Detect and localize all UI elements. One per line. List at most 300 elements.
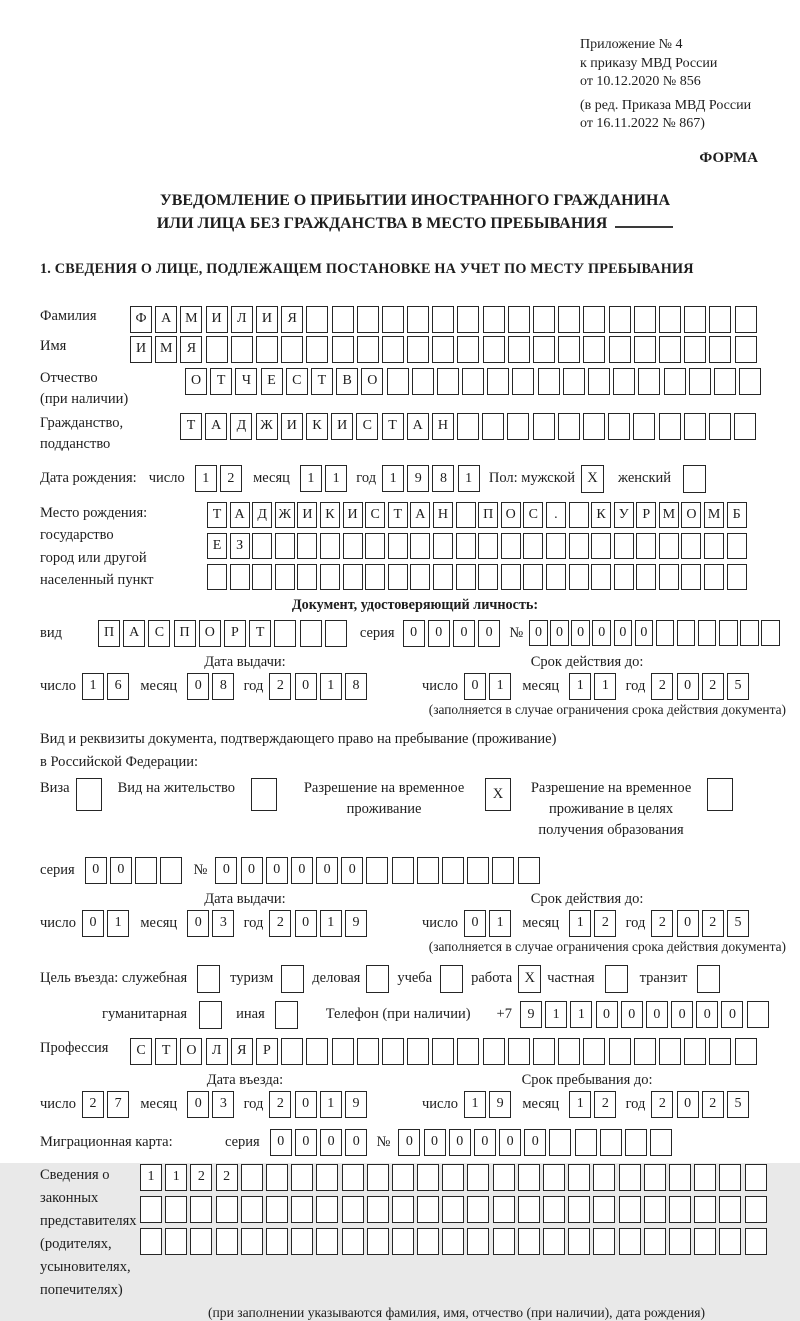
char-cell[interactable]: О — [501, 502, 521, 528]
char-cell[interactable]: М — [180, 306, 202, 333]
char-cell[interactable] — [684, 1038, 706, 1065]
char-cell[interactable]: 1 — [320, 910, 342, 937]
char-cell[interactable]: Я — [231, 1038, 253, 1065]
char-cell[interactable] — [656, 620, 675, 646]
char-cell[interactable]: 1 — [489, 910, 511, 937]
char-cell[interactable] — [281, 1038, 303, 1065]
char-cell[interactable]: 2 — [651, 673, 673, 700]
char-cell[interactable] — [704, 533, 724, 559]
char-cell[interactable] — [619, 1228, 641, 1255]
char-cell[interactable] — [266, 1196, 288, 1223]
char-cell[interactable] — [365, 564, 385, 590]
char-cell[interactable] — [357, 1038, 379, 1065]
char-cell[interactable]: 1 — [140, 1164, 162, 1191]
purpose-humanitarian-checkbox[interactable] — [199, 1001, 222, 1029]
char-cell[interactable] — [546, 564, 566, 590]
char-cell[interactable] — [467, 1196, 489, 1223]
char-cell[interactable]: 0 — [266, 857, 288, 884]
char-cell[interactable]: 0 — [671, 1001, 693, 1028]
char-cell[interactable]: А — [410, 502, 430, 528]
char-cell[interactable]: А — [205, 413, 227, 440]
char-cell[interactable]: 0 — [677, 910, 699, 937]
char-cell[interactable]: А — [230, 502, 250, 528]
char-cell[interactable] — [533, 336, 555, 363]
char-cell[interactable] — [252, 564, 272, 590]
char-cell[interactable] — [518, 857, 540, 884]
char-cell[interactable] — [456, 533, 476, 559]
char-cell[interactable]: П — [478, 502, 498, 528]
char-cell[interactable] — [719, 620, 738, 646]
char-cell[interactable]: 0 — [295, 910, 317, 937]
char-cell[interactable]: 2 — [702, 910, 724, 937]
char-cell[interactable]: 1 — [570, 1001, 592, 1028]
char-cell[interactable]: С — [286, 368, 308, 395]
char-cell[interactable]: С — [130, 1038, 152, 1065]
char-cell[interactable] — [275, 564, 295, 590]
char-cell[interactable] — [332, 1038, 354, 1065]
char-cell[interactable] — [306, 336, 328, 363]
char-cell[interactable] — [457, 336, 479, 363]
char-cell[interactable]: 0 — [677, 673, 699, 700]
char-cell[interactable] — [275, 533, 295, 559]
char-cell[interactable]: П — [174, 620, 196, 647]
char-cell[interactable]: 8 — [345, 673, 367, 700]
char-cell[interactable] — [558, 1038, 580, 1065]
char-cell[interactable] — [704, 564, 724, 590]
char-cell[interactable]: 2 — [702, 1091, 724, 1118]
char-cell[interactable] — [241, 1164, 263, 1191]
purpose-tourism-checkbox[interactable] — [281, 965, 304, 993]
char-cell[interactable] — [735, 1038, 757, 1065]
char-cell[interactable]: 0 — [524, 1129, 546, 1156]
char-cell[interactable]: Е — [207, 533, 227, 559]
char-cell[interactable] — [483, 336, 505, 363]
char-cell[interactable] — [669, 1228, 691, 1255]
char-cell[interactable] — [714, 368, 736, 395]
char-cell[interactable]: 0 — [241, 857, 263, 884]
char-cell[interactable] — [140, 1196, 162, 1223]
char-cell[interactable] — [659, 1038, 681, 1065]
char-cell[interactable] — [432, 306, 454, 333]
char-cell[interactable] — [546, 533, 566, 559]
char-cell[interactable]: А — [407, 413, 429, 440]
char-cell[interactable]: 1 — [569, 673, 591, 700]
char-cell[interactable]: Д — [252, 502, 272, 528]
char-cell[interactable] — [467, 857, 489, 884]
char-cell[interactable] — [549, 1129, 571, 1156]
char-cell[interactable] — [543, 1228, 565, 1255]
char-cell[interactable]: Н — [432, 413, 454, 440]
char-cell[interactable] — [392, 1196, 414, 1223]
char-cell[interactable] — [694, 1228, 716, 1255]
gender-female-checkbox[interactable] — [683, 465, 706, 493]
char-cell[interactable]: С — [365, 502, 385, 528]
char-cell[interactable]: 0 — [341, 857, 363, 884]
char-cell[interactable]: 0 — [295, 673, 317, 700]
temp-residence-checkbox[interactable]: X — [485, 778, 511, 811]
char-cell[interactable] — [388, 564, 408, 590]
char-cell[interactable] — [392, 1164, 414, 1191]
char-cell[interactable] — [669, 1164, 691, 1191]
char-cell[interactable] — [569, 502, 589, 528]
purpose-work-checkbox[interactable]: X — [518, 965, 541, 993]
char-cell[interactable] — [442, 857, 464, 884]
char-cell[interactable]: 1 — [165, 1164, 187, 1191]
char-cell[interactable]: М — [704, 502, 724, 528]
char-cell[interactable]: Д — [230, 413, 252, 440]
char-cell[interactable] — [650, 1129, 672, 1156]
char-cell[interactable] — [533, 306, 555, 333]
char-cell[interactable]: С — [148, 620, 170, 647]
char-cell[interactable] — [382, 1038, 404, 1065]
char-cell[interactable] — [608, 413, 630, 440]
char-cell[interactable] — [634, 336, 656, 363]
char-cell[interactable] — [437, 368, 459, 395]
char-cell[interactable] — [483, 1038, 505, 1065]
char-cell[interactable]: 0 — [270, 1129, 292, 1156]
char-cell[interactable]: Я — [180, 336, 202, 363]
char-cell[interactable] — [387, 368, 409, 395]
char-cell[interactable] — [241, 1196, 263, 1223]
char-cell[interactable]: 7 — [107, 1091, 129, 1118]
char-cell[interactable]: 2 — [269, 673, 291, 700]
char-cell[interactable] — [569, 564, 589, 590]
char-cell[interactable]: 0 — [464, 673, 486, 700]
char-cell[interactable]: 2 — [190, 1164, 212, 1191]
char-cell[interactable] — [659, 564, 679, 590]
char-cell[interactable]: 5 — [727, 673, 749, 700]
char-cell[interactable] — [266, 1228, 288, 1255]
char-cell[interactable]: 1 — [458, 465, 480, 492]
char-cell[interactable] — [583, 1038, 605, 1065]
char-cell[interactable] — [591, 533, 611, 559]
char-cell[interactable]: 1 — [82, 673, 104, 700]
char-cell[interactable]: 2 — [269, 1091, 291, 1118]
char-cell[interactable] — [709, 306, 731, 333]
char-cell[interactable] — [684, 336, 706, 363]
char-cell[interactable]: Т — [155, 1038, 177, 1065]
char-cell[interactable] — [207, 564, 227, 590]
char-cell[interactable]: 5 — [727, 1091, 749, 1118]
temp-residence-edu-checkbox[interactable] — [707, 778, 733, 811]
char-cell[interactable]: П — [98, 620, 120, 647]
char-cell[interactable]: 2 — [651, 910, 673, 937]
char-cell[interactable] — [135, 857, 157, 884]
char-cell[interactable] — [343, 533, 363, 559]
char-cell[interactable]: 0 — [646, 1001, 668, 1028]
char-cell[interactable]: 0 — [428, 620, 450, 647]
char-cell[interactable]: 0 — [499, 1129, 521, 1156]
char-cell[interactable]: 0 — [677, 1091, 699, 1118]
char-cell[interactable] — [417, 1196, 439, 1223]
char-cell[interactable]: 0 — [453, 620, 475, 647]
char-cell[interactable]: 2 — [220, 465, 242, 492]
char-cell[interactable]: 0 — [295, 1091, 317, 1118]
char-cell[interactable]: 0 — [320, 1129, 342, 1156]
char-cell[interactable] — [266, 1164, 288, 1191]
char-cell[interactable]: И — [343, 502, 363, 528]
residence-permit-checkbox[interactable] — [251, 778, 277, 811]
char-cell[interactable]: Я — [281, 306, 303, 333]
char-cell[interactable]: Т — [382, 413, 404, 440]
char-cell[interactable]: 1 — [320, 1091, 342, 1118]
char-cell[interactable]: 0 — [316, 857, 338, 884]
char-cell[interactable]: Т — [210, 368, 232, 395]
char-cell[interactable] — [609, 306, 631, 333]
char-cell[interactable]: 0 — [187, 673, 209, 700]
char-cell[interactable] — [636, 533, 656, 559]
purpose-business-checkbox[interactable] — [197, 965, 220, 993]
char-cell[interactable] — [493, 1164, 515, 1191]
char-cell[interactable]: И — [206, 306, 228, 333]
char-cell[interactable]: И — [281, 413, 303, 440]
char-cell[interactable]: Ф — [130, 306, 152, 333]
purpose-study-checkbox[interactable] — [440, 965, 463, 993]
char-cell[interactable] — [609, 1038, 631, 1065]
char-cell[interactable] — [306, 1038, 328, 1065]
char-cell[interactable] — [719, 1164, 741, 1191]
char-cell[interactable] — [392, 857, 414, 884]
char-cell[interactable] — [457, 1038, 479, 1065]
char-cell[interactable] — [456, 564, 476, 590]
char-cell[interactable] — [518, 1196, 540, 1223]
char-cell[interactable]: У — [614, 502, 634, 528]
char-cell[interactable] — [508, 1038, 530, 1065]
char-cell[interactable]: 0 — [474, 1129, 496, 1156]
char-cell[interactable] — [563, 368, 585, 395]
char-cell[interactable] — [274, 620, 296, 647]
char-cell[interactable] — [593, 1164, 615, 1191]
char-cell[interactable] — [644, 1228, 666, 1255]
char-cell[interactable] — [761, 620, 780, 646]
char-cell[interactable] — [568, 1196, 590, 1223]
char-cell[interactable] — [735, 306, 757, 333]
char-cell[interactable] — [591, 564, 611, 590]
char-cell[interactable] — [297, 533, 317, 559]
char-cell[interactable]: 0 — [696, 1001, 718, 1028]
char-cell[interactable] — [689, 368, 711, 395]
char-cell[interactable]: 1 — [569, 910, 591, 937]
char-cell[interactable] — [281, 336, 303, 363]
char-cell[interactable] — [593, 1196, 615, 1223]
char-cell[interactable] — [417, 1164, 439, 1191]
char-cell[interactable] — [583, 336, 605, 363]
char-cell[interactable] — [216, 1196, 238, 1223]
char-cell[interactable] — [719, 1196, 741, 1223]
char-cell[interactable] — [583, 413, 605, 440]
char-cell[interactable] — [478, 533, 498, 559]
char-cell[interactable]: О — [180, 1038, 202, 1065]
char-cell[interactable] — [300, 620, 322, 647]
char-cell[interactable] — [636, 564, 656, 590]
char-cell[interactable] — [538, 368, 560, 395]
char-cell[interactable] — [388, 533, 408, 559]
char-cell[interactable]: 1 — [300, 465, 322, 492]
char-cell[interactable] — [619, 1164, 641, 1191]
char-cell[interactable]: 0 — [291, 857, 313, 884]
char-cell[interactable] — [644, 1196, 666, 1223]
char-cell[interactable] — [518, 1164, 540, 1191]
char-cell[interactable] — [543, 1196, 565, 1223]
char-cell[interactable]: М — [659, 502, 679, 528]
char-cell[interactable]: С — [523, 502, 543, 528]
char-cell[interactable] — [512, 368, 534, 395]
char-cell[interactable] — [417, 1228, 439, 1255]
char-cell[interactable]: 9 — [345, 1091, 367, 1118]
char-cell[interactable]: 2 — [216, 1164, 238, 1191]
char-cell[interactable] — [609, 336, 631, 363]
char-cell[interactable] — [523, 564, 543, 590]
char-cell[interactable] — [457, 306, 479, 333]
char-cell[interactable]: 9 — [489, 1091, 511, 1118]
char-cell[interactable] — [659, 306, 681, 333]
char-cell[interactable] — [709, 413, 731, 440]
char-cell[interactable] — [558, 413, 580, 440]
char-cell[interactable]: 0 — [85, 857, 107, 884]
char-cell[interactable] — [190, 1196, 212, 1223]
char-cell[interactable]: . — [546, 502, 566, 528]
char-cell[interactable]: 0 — [449, 1129, 471, 1156]
char-cell[interactable] — [407, 336, 429, 363]
char-cell[interactable] — [745, 1196, 767, 1223]
visa-checkbox[interactable] — [76, 778, 102, 811]
char-cell[interactable]: К — [306, 413, 328, 440]
char-cell[interactable] — [588, 368, 610, 395]
char-cell[interactable]: 0 — [295, 1129, 317, 1156]
char-cell[interactable] — [332, 306, 354, 333]
char-cell[interactable]: 8 — [432, 465, 454, 492]
char-cell[interactable] — [291, 1196, 313, 1223]
char-cell[interactable]: Б — [727, 502, 747, 528]
char-cell[interactable] — [366, 857, 388, 884]
char-cell[interactable] — [568, 1164, 590, 1191]
char-cell[interactable] — [684, 306, 706, 333]
purpose-transit-checkbox[interactable] — [697, 965, 720, 993]
char-cell[interactable]: 0 — [82, 910, 104, 937]
char-cell[interactable]: Н — [433, 502, 453, 528]
char-cell[interactable] — [493, 1228, 515, 1255]
char-cell[interactable] — [165, 1196, 187, 1223]
char-cell[interactable]: Ч — [235, 368, 257, 395]
char-cell[interactable] — [593, 1228, 615, 1255]
char-cell[interactable] — [365, 533, 385, 559]
char-cell[interactable]: И — [331, 413, 353, 440]
char-cell[interactable] — [433, 533, 453, 559]
char-cell[interactable] — [190, 1228, 212, 1255]
char-cell[interactable]: 1 — [325, 465, 347, 492]
char-cell[interactable] — [410, 564, 430, 590]
char-cell[interactable] — [740, 620, 759, 646]
char-cell[interactable] — [719, 1228, 741, 1255]
char-cell[interactable] — [638, 368, 660, 395]
char-cell[interactable] — [407, 306, 429, 333]
char-cell[interactable] — [467, 1164, 489, 1191]
char-cell[interactable]: 0 — [721, 1001, 743, 1028]
char-cell[interactable]: 0 — [187, 1091, 209, 1118]
char-cell[interactable] — [230, 564, 250, 590]
char-cell[interactable]: Т — [207, 502, 227, 528]
char-cell[interactable] — [417, 857, 439, 884]
char-cell[interactable]: Р — [224, 620, 246, 647]
char-cell[interactable] — [634, 1038, 656, 1065]
char-cell[interactable] — [206, 336, 228, 363]
char-cell[interactable]: 5 — [727, 910, 749, 937]
char-cell[interactable] — [467, 1228, 489, 1255]
char-cell[interactable] — [252, 533, 272, 559]
char-cell[interactable]: 2 — [82, 1091, 104, 1118]
char-cell[interactable] — [727, 533, 747, 559]
char-cell[interactable] — [456, 502, 476, 528]
char-cell[interactable] — [216, 1228, 238, 1255]
char-cell[interactable] — [342, 1164, 364, 1191]
char-cell[interactable] — [367, 1196, 389, 1223]
char-cell[interactable] — [478, 564, 498, 590]
char-cell[interactable] — [412, 368, 434, 395]
char-cell[interactable]: И — [297, 502, 317, 528]
char-cell[interactable] — [625, 1129, 647, 1156]
char-cell[interactable]: Т — [249, 620, 271, 647]
char-cell[interactable] — [745, 1164, 767, 1191]
char-cell[interactable]: 0 — [478, 620, 500, 647]
char-cell[interactable]: 0 — [424, 1129, 446, 1156]
char-cell[interactable] — [575, 1129, 597, 1156]
char-cell[interactable] — [433, 564, 453, 590]
char-cell[interactable] — [634, 306, 656, 333]
char-cell[interactable] — [291, 1228, 313, 1255]
char-cell[interactable] — [501, 564, 521, 590]
char-cell[interactable] — [523, 533, 543, 559]
char-cell[interactable]: 0 — [614, 620, 633, 646]
char-cell[interactable] — [160, 857, 182, 884]
char-cell[interactable] — [659, 533, 679, 559]
char-cell[interactable] — [442, 1228, 464, 1255]
char-cell[interactable]: С — [356, 413, 378, 440]
char-cell[interactable] — [684, 413, 706, 440]
char-cell[interactable] — [457, 413, 479, 440]
char-cell[interactable] — [614, 564, 634, 590]
char-cell[interactable] — [508, 306, 530, 333]
char-cell[interactable]: Ж — [275, 502, 295, 528]
char-cell[interactable]: 1 — [594, 673, 616, 700]
char-cell[interactable]: 3 — [212, 1091, 234, 1118]
char-cell[interactable]: 1 — [107, 910, 129, 937]
char-cell[interactable] — [681, 533, 701, 559]
char-cell[interactable] — [659, 336, 681, 363]
char-cell[interactable]: 9 — [345, 910, 367, 937]
char-cell[interactable]: 0 — [621, 1001, 643, 1028]
gender-male-checkbox[interactable]: X — [581, 465, 604, 493]
char-cell[interactable] — [747, 1001, 769, 1028]
char-cell[interactable]: 0 — [592, 620, 611, 646]
char-cell[interactable] — [320, 564, 340, 590]
char-cell[interactable]: К — [591, 502, 611, 528]
char-cell[interactable] — [613, 368, 635, 395]
purpose-commercial-checkbox[interactable] — [366, 965, 389, 993]
char-cell[interactable] — [382, 306, 404, 333]
char-cell[interactable] — [342, 1228, 364, 1255]
char-cell[interactable] — [462, 368, 484, 395]
char-cell[interactable] — [533, 1038, 555, 1065]
char-cell[interactable] — [392, 1228, 414, 1255]
char-cell[interactable]: 2 — [594, 910, 616, 937]
char-cell[interactable]: 0 — [529, 620, 548, 646]
char-cell[interactable] — [558, 306, 580, 333]
char-cell[interactable] — [735, 336, 757, 363]
purpose-private-checkbox[interactable] — [605, 965, 628, 993]
char-cell[interactable] — [256, 336, 278, 363]
char-cell[interactable]: Р — [636, 502, 656, 528]
char-cell[interactable] — [568, 1228, 590, 1255]
